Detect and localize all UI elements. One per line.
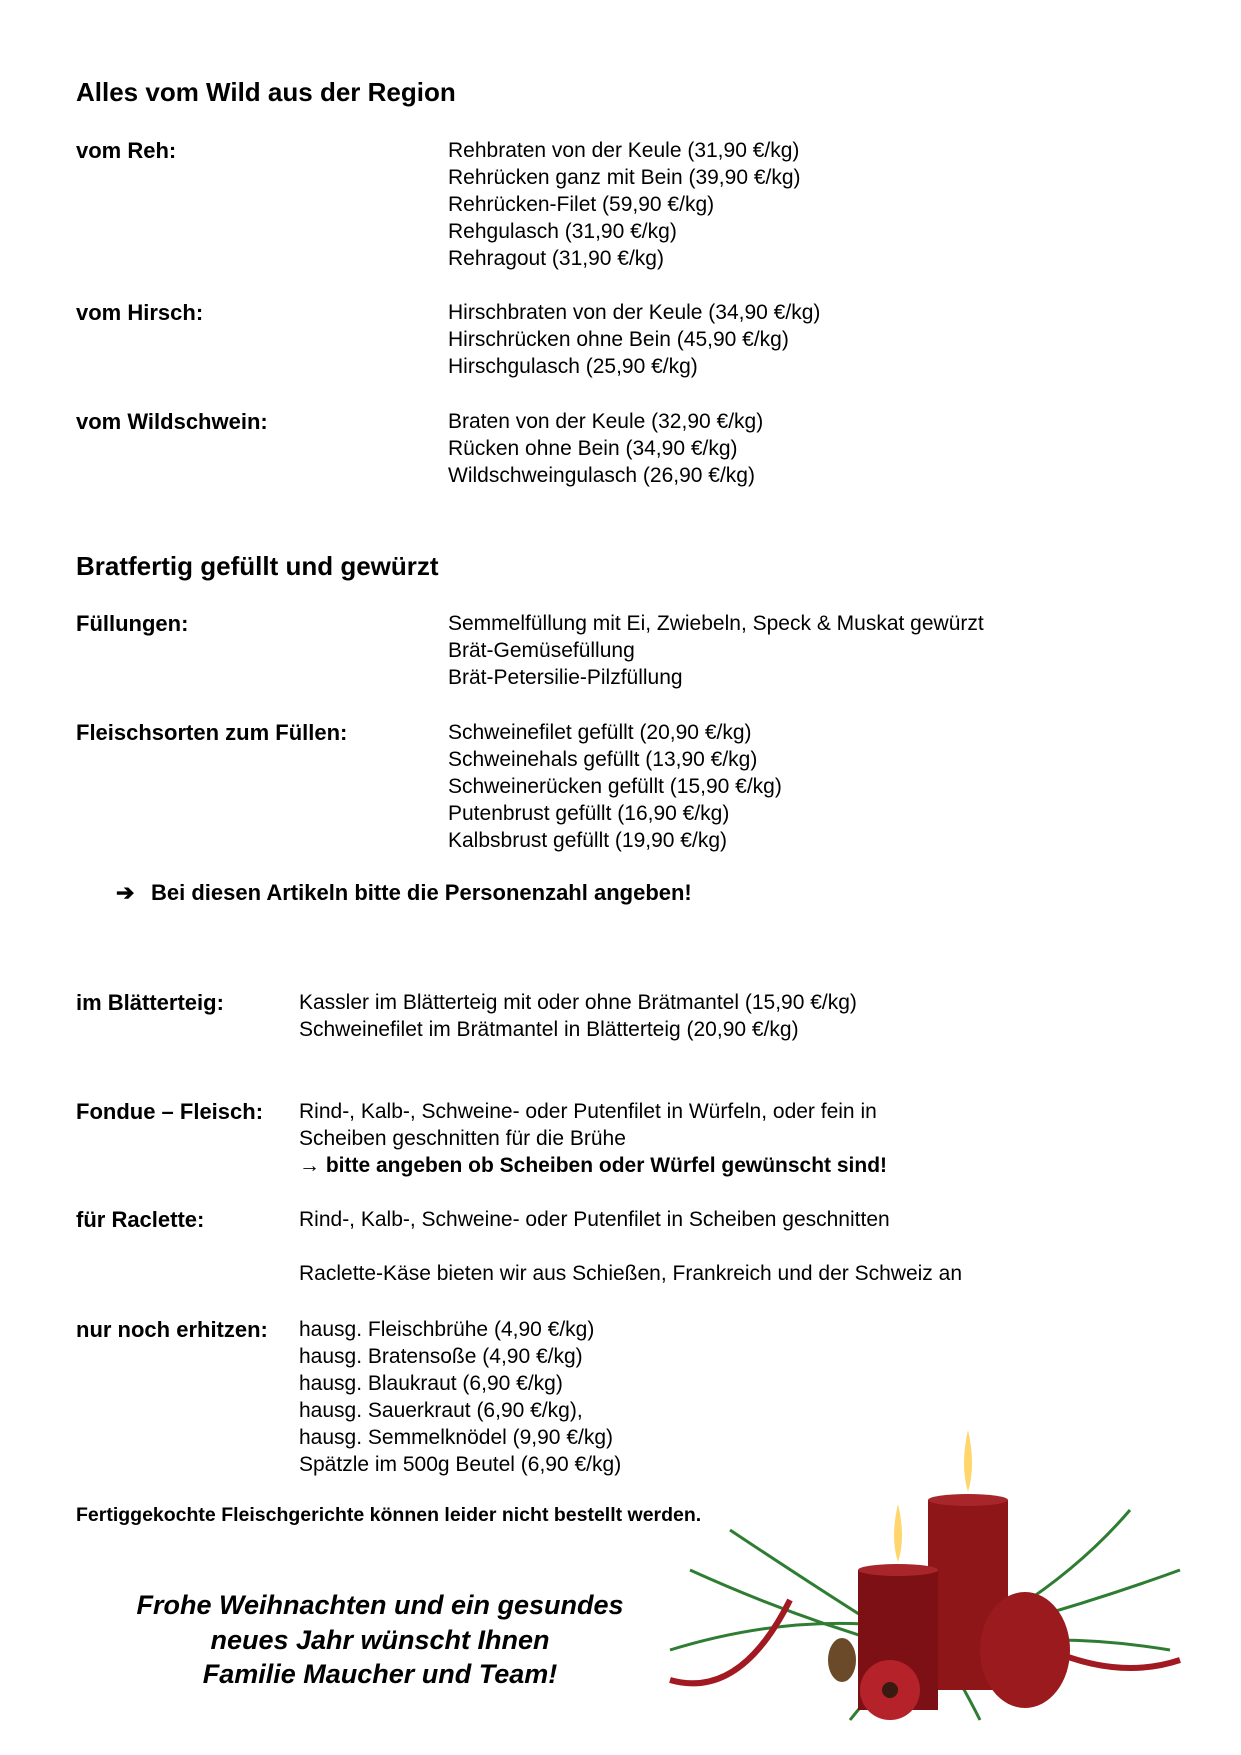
list-item: Brät-Gemüsefüllung [448,639,635,662]
fondue-note: → bitte angeben ob Scheiben oder Würfel gewünscht sind! [299,1154,888,1177]
list-item: Scheiben geschnitten für die Brühe [299,1127,626,1150]
list-item: Hirschgulasch (25,90 €/kg) [448,355,698,378]
disclaimer: Fertiggekochte Fleischgerichte können leider nicht bestellt werden. [76,1504,702,1526]
list-item: Wildschweingulasch (26,90 €/kg) [448,464,755,487]
list-item: Raclette-Käse bieten wir aus Schießen, Frankreich und der Schweiz an [299,1262,962,1285]
persons-note: Bei diesen Artikeln bitte die Personenzahl angeben! [151,880,692,905]
list-item: hausg. Sauerkraut (6,90 €/kg), [299,1399,583,1422]
list-raclette [299,1206,962,1287]
list-item: Schweinefilet im Brätmantel in Blätterteig (20,90 €/kg) [299,1018,799,1041]
label-hirsch: vom Hirsch: [76,300,204,325]
label-raclette: für Raclette: [76,1207,205,1232]
label-fondue: Fondue – Fleisch: [76,1099,264,1124]
list-wildschwein [448,408,763,489]
list-item: Rehrücken ganz mit Bein (39,90 €/kg) [448,166,801,189]
list-item: Rehrücken-Filet (59,90 €/kg) [448,193,715,216]
list-item: Putenbrust gefüllt (16,90 €/kg) [448,802,730,825]
pinecone-icon [828,1638,856,1682]
list-item: Braten von der Keule (32,90 €/kg) [448,410,764,433]
label-blaetterteig: im Blätterteig: [76,990,224,1015]
list-hirsch [448,299,820,380]
list-fondue [299,1098,887,1179]
list-item: hausg. Blaukraut (6,90 €/kg) [299,1372,563,1395]
list-item: Semmelfüllung mit Ei, Zwiebeln, Speck & Muskat gewürzt [448,612,984,635]
list-item: Kalbsbrust gefüllt (19,90 €/kg) [448,829,727,852]
list-erhitzen [299,1316,621,1478]
list-item: hausg. Bratensoße (4,90 €/kg) [299,1345,583,1368]
greeting-line: Frohe Weihnachten und ein gesundes [136,1590,624,1620]
ornament-ball-icon [980,1592,1070,1708]
list-item: Brät-Petersilie-Pilzfüllung [448,666,683,689]
list-fleischsorten [448,719,782,854]
section-title-bratfertig: Bratfertig gefüllt und gewürzt [76,551,439,581]
greeting-line: neues Jahr wünscht Ihnen [210,1624,550,1655]
list-item: hausg. Semmelknödel (9,90 €/kg) [299,1426,614,1449]
greeting [80,1588,680,1692]
list-item: Rücken ohne Bein (34,90 €/kg) [448,437,738,460]
label-fuellungen: Füllungen: [76,611,189,636]
list-fuellungen [448,610,984,691]
candles-illustration [650,1420,1200,1750]
list-item: Spätzle im 500g Beutel (6,90 €/kg) [299,1453,622,1476]
list-item: Rind-, Kalb-, Schweine- oder Putenfilet in Scheiben geschnitten [299,1208,890,1231]
list-blaetterteig [299,989,857,1043]
list-item: hausg. Fleischbrühe (4,90 €/kg) [299,1318,595,1341]
list-item: Hirschbraten von der Keule (34,90 €/kg) [448,301,821,324]
label-erhitzen: nur noch erhitzen: [76,1317,268,1342]
list-item: Kassler im Blätterteig mit oder ohne Brätmantel (15,90 €/kg) [299,991,857,1014]
list-item: Rehragout (31,90 €/kg) [448,247,664,270]
list-reh [448,137,801,272]
list-item: Schweinefilet gefüllt (20,90 €/kg) [448,721,752,744]
label-wildschwein: vom Wildschwein: [76,409,268,434]
list-item: Schweinerücken gefüllt (15,90 €/kg) [448,775,782,798]
label-reh: vom Reh: [76,138,177,163]
list-item: Rind-, Kalb-, Schweine- oder Putenfilet in Würfeln, oder fein in [299,1100,877,1123]
list-item: Hirschrücken ohne Bein (45,90 €/kg) [448,328,789,351]
arrow-right-icon: ➔ [116,880,135,905]
label-fleischsorten: Fleischsorten zum Füllen: [76,720,348,745]
list-item: Rehbraten von der Keule (31,90 €/kg) [448,139,800,162]
section-title-wild: Alles vom Wild aus der Region [76,77,456,107]
list-item: Schweinehals gefüllt (13,90 €/kg) [448,748,758,771]
list-item: Rehgulasch (31,90 €/kg) [448,220,677,243]
greeting-line: Familie Maucher und Team! [202,1659,558,1689]
